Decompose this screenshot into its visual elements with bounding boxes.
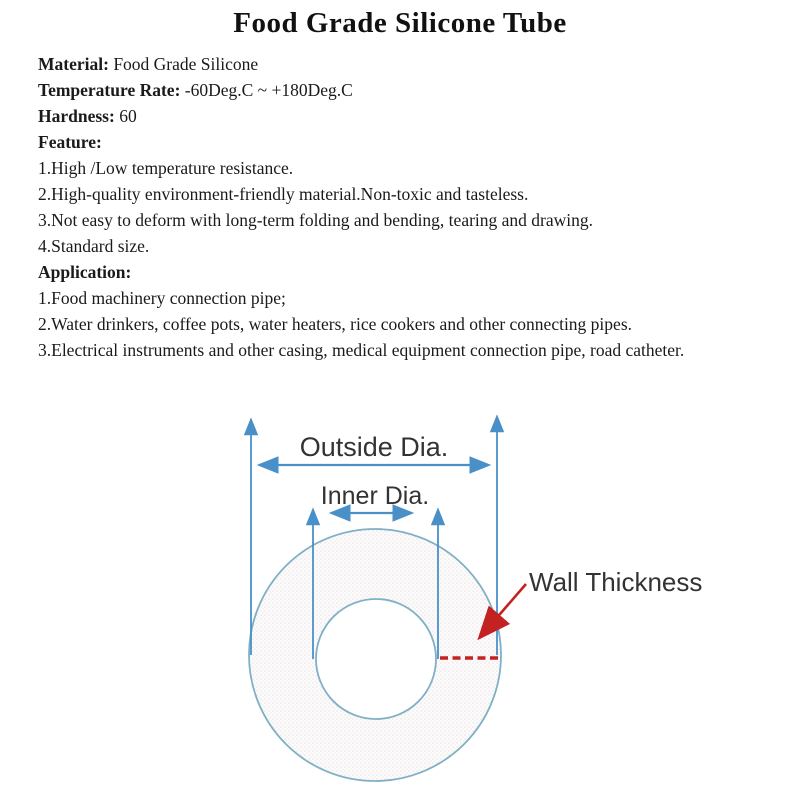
spec-material-value: Food Grade Silicone <box>108 54 259 74</box>
spec-temperature <box>38 77 738 103</box>
application-heading: Application: <box>38 262 132 282</box>
feature-item: 3.Not easy to deform with long-term folding and bending, tearing and drawing. <box>38 210 594 230</box>
tube-dimension-diagram <box>0 390 800 800</box>
spec-temperature-label: Temperature Rate: <box>38 80 181 100</box>
application-item: 3.Electrical instruments and other casing, medical equipment connection pipe, road catheter. <box>38 340 685 360</box>
inner-circle <box>316 599 436 719</box>
spec-hardness-label: Hardness: <box>38 106 115 126</box>
feature-heading: Feature: <box>38 132 102 152</box>
diagram-svg <box>0 390 800 800</box>
wall-thickness-label: Wall Thickness <box>529 567 703 597</box>
feature-item: 4.Standard size. <box>38 236 150 256</box>
application-item: 2.Water drinkers, coffee pots, water heaters, rice cookers and other connecting pipes. <box>38 314 633 334</box>
page-title: Food Grade Silicone Tube <box>233 7 567 39</box>
spec-hardness <box>38 103 738 129</box>
inner-dia-label: Inner Dia. <box>320 482 430 510</box>
feature-item: 1.High /Low temperature resistance. <box>38 158 294 178</box>
feature-item: 2.High-quality environment-friendly material.Non-toxic and tasteless. <box>38 184 529 204</box>
product-description <box>0 40 738 363</box>
spec-hardness-value: 60 <box>114 106 137 126</box>
spec-material <box>38 51 738 77</box>
application-item: 1.Food machinery connection pipe; <box>38 288 286 308</box>
spec-material-label: Material: <box>38 54 109 74</box>
outside-dia-label: Outside Dia. <box>299 432 449 462</box>
spec-temperature-value: -60Deg.C ~ +180Deg.C <box>180 80 353 100</box>
